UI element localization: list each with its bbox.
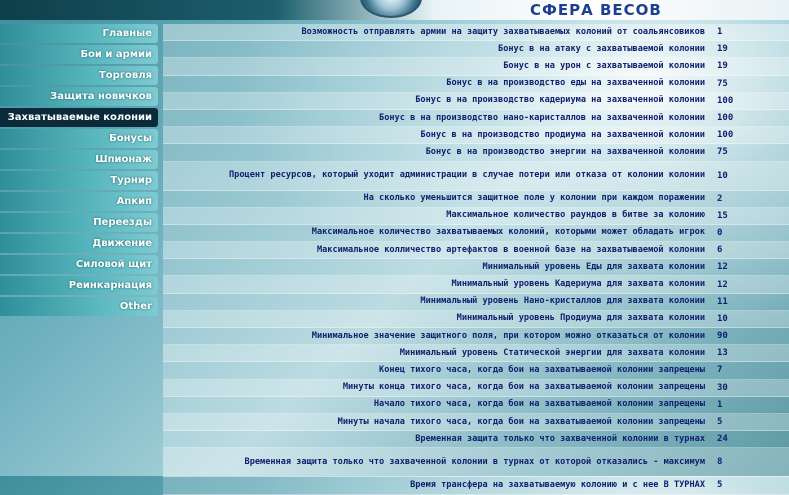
table-row xyxy=(163,477,789,494)
setting-label: Конец тихого часа, когда бои на захватываемой колонии запрещены xyxy=(379,364,705,375)
setting-value: 12 xyxy=(717,262,728,273)
table-row xyxy=(163,58,789,75)
setting-value: 5 xyxy=(717,480,723,491)
setting-label: Минимальный уровень Кадериума для захвата колонии xyxy=(451,279,705,290)
sidebar-item[interactable]: Торговля xyxy=(0,66,158,85)
setting-label: Максимальное количество раундов в битве за колонию xyxy=(446,210,705,221)
setting-label: Бонус в на производство кадериума на захваченной колонии xyxy=(415,95,705,106)
sidebar-item[interactable]: Захватываемые колонии xyxy=(0,108,158,127)
setting-label: Минимальный уровень Еды для захвата колонии xyxy=(482,261,705,272)
table-row xyxy=(163,225,789,242)
table-row xyxy=(163,144,789,161)
site-title: СФЕРА ВЕСОВ xyxy=(530,1,662,19)
setting-label: Минимальный уровень Нано-кристаллов для захвата колонии xyxy=(420,296,705,307)
setting-value: 2 xyxy=(717,193,723,204)
setting-label: Время трансфера на захватываемую колонию и с нее В ТУРНАХ xyxy=(410,479,705,490)
setting-label: Процент ресурсов, который уходит администрации в случае потери или отказа от колонии колонии xyxy=(229,170,705,180)
setting-value: 90 xyxy=(717,331,728,342)
sidebar-item[interactable]: Шпионаж xyxy=(0,150,158,169)
setting-value: 10 xyxy=(717,313,728,324)
setting-value: 100 xyxy=(717,130,734,141)
setting-label: Бонус в на производство энергии на захваченной колонии xyxy=(425,146,705,157)
setting-value: 0 xyxy=(717,227,723,238)
settings-table xyxy=(163,24,789,495)
table-row xyxy=(163,345,789,362)
setting-value: 7 xyxy=(717,365,723,376)
setting-label: Возможность отправлять армии на защиту захватываемых колоний от соальянсовиков xyxy=(301,26,705,37)
setting-value: 13 xyxy=(717,348,728,359)
setting-value: 15 xyxy=(717,210,728,221)
table-row xyxy=(163,127,789,144)
setting-value: 19 xyxy=(717,44,728,55)
table-row xyxy=(163,380,789,397)
setting-label: Бонус в на производство продиума на захваченной колонии xyxy=(420,129,705,140)
sidebar-item[interactable]: Переезды xyxy=(0,213,158,232)
table-row xyxy=(163,311,789,328)
setting-value: 24 xyxy=(717,434,728,445)
table-row xyxy=(163,162,789,191)
sidebar-item[interactable]: Other xyxy=(0,297,158,316)
table-row xyxy=(163,397,789,414)
table-row xyxy=(163,93,789,110)
header-bar xyxy=(0,0,789,20)
sidebar-item[interactable]: Движение xyxy=(0,234,158,253)
table-row xyxy=(163,431,789,448)
table-row xyxy=(163,242,789,259)
sidebar-nav xyxy=(0,24,158,318)
sidebar-item[interactable]: Бои и армии xyxy=(0,45,158,64)
setting-value: 100 xyxy=(717,95,734,106)
setting-label: Бонус в на производство нано-каристаллов на захваченной колонии xyxy=(379,112,705,123)
setting-label: Минимальный уровень Продиума для захвата колонии xyxy=(456,313,705,324)
table-row xyxy=(163,24,789,41)
table-row xyxy=(163,76,789,93)
setting-value: 1 xyxy=(717,399,723,410)
sidebar-item[interactable]: Апкип xyxy=(0,192,158,211)
setting-label: Временная защита только что захваченной колонии в турнах xyxy=(415,433,705,444)
sidebar-item[interactable]: Турнир xyxy=(0,171,158,190)
sidebar-item[interactable]: Силовой щит xyxy=(0,255,158,274)
table-row xyxy=(163,276,789,293)
table-row xyxy=(163,110,789,127)
table-row xyxy=(163,362,789,379)
setting-label: Минуты конца тихого часа, когда бои на захватываемой колонии запрещены xyxy=(342,382,705,393)
setting-value: 19 xyxy=(717,61,728,72)
setting-label: Максимальное колличество артефактов в военной базе на захватываемой колонии xyxy=(316,244,705,255)
sidebar-item[interactable]: Защита новичков xyxy=(0,87,158,106)
setting-value: 30 xyxy=(717,382,728,393)
setting-value: 1 xyxy=(717,27,723,38)
setting-value: 12 xyxy=(717,279,728,290)
table-row xyxy=(163,414,789,431)
setting-label: Бонус в на атаку с захватываемой колонии xyxy=(498,43,705,54)
setting-value: 11 xyxy=(717,296,728,307)
setting-value: 75 xyxy=(717,78,728,89)
setting-label: Бонус в на производство еды на захваченной колонии xyxy=(446,78,705,89)
table-row xyxy=(163,191,789,208)
setting-value: 100 xyxy=(717,113,734,124)
table-row xyxy=(163,328,789,345)
setting-value: 10 xyxy=(717,170,728,181)
setting-value: 75 xyxy=(717,147,728,158)
setting-label: Начало тихого часа, когда бои на захватываемой колонии запрещены xyxy=(373,399,705,410)
setting-label: Минуты начала тихого часа, когда бои на захватываемой колонии запрещены xyxy=(337,416,705,427)
setting-value: 5 xyxy=(717,417,723,428)
setting-label: Временная защита только что захваченной колонии в турнах от которой отказались - максимум xyxy=(244,456,705,467)
sidebar-item[interactable]: Бонусы xyxy=(0,129,158,148)
table-row xyxy=(163,208,789,225)
setting-value: 8 xyxy=(717,457,723,468)
setting-value: 6 xyxy=(717,245,723,256)
table-row xyxy=(163,41,789,58)
logo-orb-icon xyxy=(360,0,422,18)
setting-label: Максимальное количество захватываемых колоний, которыми может обладать игрок xyxy=(311,227,705,238)
setting-label: На сколько уменьшится защитное поле у колонии при каждом поражении xyxy=(363,193,705,204)
setting-label: Минимальное значение защитного поля, при котором можно отказаться от колонии xyxy=(311,330,705,341)
table-row xyxy=(163,259,789,276)
sidebar-item[interactable]: Реинкарнация xyxy=(0,276,158,295)
table-row xyxy=(163,294,789,311)
setting-label: Бонус в на урон с захватываемой колонии xyxy=(503,60,705,71)
table-row xyxy=(163,448,789,477)
sidebar-item[interactable]: Главные xyxy=(0,24,158,43)
setting-label: Минимальный уровень Статической энергии для захвата колонии xyxy=(399,347,705,358)
